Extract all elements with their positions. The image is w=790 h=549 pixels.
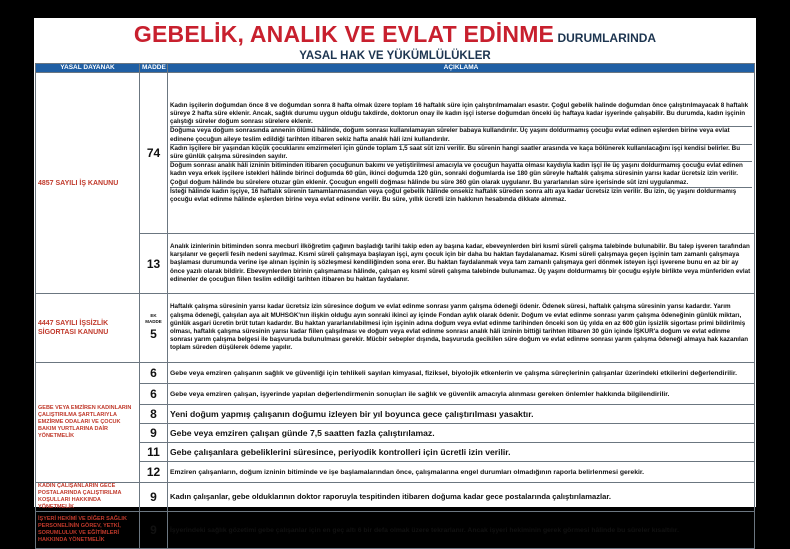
description-cell: Gebe veya emziren çalışan günde 7,5 saatten fazla çalıştırılamaz. bbox=[168, 424, 755, 443]
column-header-description: AÇIKLAMA bbox=[168, 64, 755, 73]
table-row bbox=[36, 443, 755, 462]
article-cell bbox=[140, 462, 168, 483]
law-cell-gece-yonetmelik: KADIN ÇALIŞANLARIN GECE POSTALARINDA ÇALIŞTIRILMA KOŞULLARI HAKKINDA YÖNETMELİK bbox=[36, 483, 140, 512]
document-page bbox=[34, 18, 756, 543]
article-cell bbox=[140, 483, 168, 512]
description-paragraph: İsteği hâlinde kadın işçiye, 16 haftalık sürenin tamamlanmasından veya çoğul gebelik hâlinde onsekiz haftalık süreden sonra altı aya kadar ücretsiz izin verilir. Bu izin, üç yaşını doldurmamış çocuğu evlat edinme hâlinde eşlerden birine veya evlat edinene verilir. Bu süre, yıllık ücretli izin hakkının hesabında dikkate alınmaz. bbox=[170, 187, 752, 204]
article-number: 5 bbox=[150, 327, 157, 341]
article-number: 6 bbox=[150, 366, 157, 380]
table-row bbox=[36, 363, 755, 384]
table-row bbox=[36, 424, 755, 443]
description-cell: Gebe çalışanlara gebeliklerini süresince, periyodik kontrolleri için ücretli izin verilir. bbox=[168, 443, 755, 462]
article-cell bbox=[140, 384, 168, 405]
article-cell bbox=[140, 363, 168, 384]
article-cell bbox=[140, 424, 168, 443]
description-cell bbox=[168, 73, 755, 234]
title-main: GEBELİK, ANALIK VE EVLAT EDİNME bbox=[133, 21, 555, 47]
table-row bbox=[36, 73, 755, 234]
table-row bbox=[36, 384, 755, 405]
page-title bbox=[34, 22, 756, 50]
description-cell: Kadın çalışanlar, gebe olduklarının doktor raporuyla tespitinden itibaren doğuma kadar gece postalarında çalıştırılamazlar. bbox=[168, 483, 755, 512]
page-subtitle: YASAL HAK VE YÜKÜMLÜLÜKLER bbox=[299, 50, 491, 62]
law-cell-issizlik: 4447 SAYILI İŞSİZLİK SİGORTASI KANUNU bbox=[36, 294, 140, 363]
table-row bbox=[36, 294, 755, 363]
description-cell: Emziren çalışanların, doğum izninin bitiminde ve işe başlamalarından önce, çalışmalarına engel durumları olmadığının raporla belirlenmesi gerekir. bbox=[168, 462, 755, 483]
article-cell bbox=[140, 234, 168, 294]
law-cell-gebe-yonetmelik: GEBE VEYA EMZİREN KADINLARIN ÇALIŞTIRILMA ŞARTLARIYLA EMZİRME ODALARI VE ÇOCUK BAKIM YURTLARINA DAİR YÖNETMELİK bbox=[36, 363, 140, 483]
table-row bbox=[36, 234, 755, 294]
description-paragraph: Kadın işçilerin doğumdan önce 8 ve doğumdan sonra 8 hafta olmak üzere toplam 16 haftalık süre için çalıştırılmamaları esastır. Çoğul gebelik halinde doğumdan önce çalıştırılmayacak 8 haftalık süreye 2 hafta süre eklenir. Ancak, sağlık durumu uygun olduğu takdirde, doktorun onay ile kadın işçi isterse doğumdan önceki üç haftaya kadar işyerinde çalışabilir. Bu durumda, kadın işçinin çalıştığı süreler doğum sonrası sürelere eklenir. bbox=[170, 101, 749, 126]
description-paragraph: Doğuma veya doğum sonrasında annenin ölümü hâlinde, doğum sonrası kullanılamayan süreler babaya kullandırılır. Üç yaşını doldurmamış çocuğu evlat edinen eşlerden birine veya evlat edinene çocuğun aileye teslim edildiği tarihten itibaren sekiz hafta analık hâli izni kullandırılır. bbox=[170, 126, 752, 143]
article-number: 11 bbox=[147, 445, 160, 459]
article-number: 8 bbox=[150, 407, 157, 421]
article-number: 13 bbox=[146, 256, 161, 271]
description-cell: Haftalık çalışma süresinin yarısı kadar ücretsiz izin süresince doğum ve evlat edinme sonrası yarım çalışma ödeneği ödenir. Ödenek süresi, haftalık çalışma süresinin yarısı kadardır. Yarım çalışma ödeneği, çalışılan aya ait MUHSGK'nın ilişkin olduğu ayın sonraki ikinci ay içinde Fondan aylık olarak ödenir. Doğum ve evlat edinme sonrası yarım çalışma ödeneğinin günlük miktarı, günlük asgari ücretin brüt tutarı kadardır. Bu haktan yararlanılabilmesi için işçinin adına doğum veya evlat edinme tarihinden önceki son üç yılda en az 600 gün işsizlik sigortası primi bildirilmiş olması, haftalık çalışma süresinin yarısı kadar fiilen çalışılması ve doğum veya evlat edinme sonrası analık hâli izninin bittiği tarihten itibaren 30 gün içinde İŞKUR'a doğum ve evlat edinme sonrası yarım çalışma belgesi ile başvuruda bulunulması gerekir. Mücbir sebepler dışında, başvuruda gecikilen süre doğum ve evlat edinme sonrası yarım çalışma ödeneği almaya hak kazanılan toplam süreden düşülerek ödeme yapılır. bbox=[168, 294, 755, 363]
article-cell bbox=[140, 73, 168, 234]
article-caption: EK MADDE bbox=[145, 313, 162, 324]
article-number: 9 bbox=[150, 490, 157, 504]
article-cell bbox=[140, 512, 168, 549]
column-header-law: YASAL DAYANAK bbox=[36, 64, 140, 73]
description-paragraph: Kadın işçilere bir yaşından küçük çocuklarını emzirmeleri için günde toplam 1,5 saat süt izni verilir. Bu sürenin hangi saatler arasında ve kaça bölünerek kullanılacağını işçi kendisi belirler. Bu süre günlük çalışma süresinden sayılır. bbox=[170, 144, 752, 161]
article-cell bbox=[140, 294, 168, 363]
table-row bbox=[36, 462, 755, 483]
description-cell: Analık izinlerinin bitiminden sonra mecburî ilköğretim çağının başladığı tarihi takip eden ay başına kadar, ebeveynlerden biri kısmî süreli çalışma talebinde bulunabilir. Bu talep işveren tarafından karşılanır ve geçerli fesih nedeni sayılmaz. Kısmi süreli çalışmaya başlayan işçi, aynı çocuk için bir daha bu haktan faydalanamaz. Kısmi süreli çalışmaya geçen işçinin tam zamanlı çalışmaya başlaması durumunda verine işe alınan işçinin iş sözleşmesi kendiliğinden sona erer. Bu haktan faydalanmak veya tam zamanlı çalışmaya geri dönmek isteyen işçi işverene bunu en az bir ay önce yazılı olarak bildirir. Ebeveynlerden birinin çalışmaması hâlinde, çalışan eş kısmî süreli çalışma talebinde bulunamaz. Üç yaşını doldurmamış bir çocuğu eşiyle birlikte veya münferiden evlat edinenler de çocuğun fiilen teslim edildiği tarihten itibaren bu haktan faydalanır. bbox=[168, 234, 755, 294]
law-cell-hekim-yonetmelik: İŞYERİ HEKİMİ VE DİĞER SAĞLIK PERSONELİNİN GÖREV, YETKİ, SORUMLULUK VE EĞİTİMLERİ HAKKINDA YÖNETMELİK bbox=[36, 512, 140, 549]
title-suffix: DURUMLARINDA bbox=[554, 31, 657, 45]
table-row bbox=[36, 405, 755, 424]
article-number: 9 bbox=[150, 523, 157, 537]
article-cell bbox=[140, 443, 168, 462]
article-number: 9 bbox=[150, 426, 157, 440]
rights-table bbox=[35, 63, 755, 549]
description-cell: Gebe veya emziren çalışan, işyerinde yapılan değerlendirmenin sonuçları ile sağlık ve güvenlik amacıyla alınması gereken önlemler hakkında bilgilendirilir. bbox=[168, 384, 755, 405]
article-number: 12 bbox=[146, 465, 161, 479]
article-number: 6 bbox=[150, 387, 157, 401]
description-paragraph: Doğum sonrası analık hâli izninin bitiminden itibaren çocuğunun bakımı ve yetiştirilmesi amacıyla ve çocuğun hayatta olması kaydıyla kadın işçi ile üç yaşını doldurmamış çocuğu evlat edinen kadın veya erkek işçilere istekleri hâlinde birinci doğumda 60 gün, ikinci doğumda 120 gün, sonraki doğumlarda ise 180 gün süreyle haftalık çalışma süresinin yarısı kadar ücretsiz izin verilir. Çoğul doğum hâlinde bu sürelere otuzar gün eklenir. Çocuğun engelli doğması hâlinde bu süre 360 gün olarak uygulanır. Bu yararlanılan süre içerisinde süt izni uygulanmaz. bbox=[170, 161, 752, 187]
description-cell: Yeni doğum yapmış çalışanın doğumu izleyen bir yıl boyunca gece çalıştırılması yasaktır. bbox=[168, 405, 755, 424]
table-header-row bbox=[36, 64, 755, 73]
law-cell-is-kanunu: 4857 SAYILI İŞ KANUNU bbox=[36, 73, 140, 294]
table-row bbox=[36, 512, 755, 549]
column-header-article: MADDE bbox=[140, 64, 168, 73]
article-cell bbox=[140, 405, 168, 424]
description-cell: İşyerindeki sağlık gözetimi gebe çalışanlar için en geç altı 6 bir defa olmak üzere tekrarlanır. Ancak işyeri hekiminin gerek görmesi hâlinde bu süreler kısaltılır. bbox=[168, 512, 755, 549]
table-row bbox=[36, 483, 755, 512]
description-cell: Gebe veya emziren çalışanın sağlık ve güvenliği için tehlikeli sayılan kimyasal, fiziksel, biyolojik etkenlerin ve çalışma süreçlerinin çalışanlar üzerindeki etkilerini değerlendirilir. bbox=[168, 363, 755, 384]
article-number: 74 bbox=[146, 146, 161, 160]
